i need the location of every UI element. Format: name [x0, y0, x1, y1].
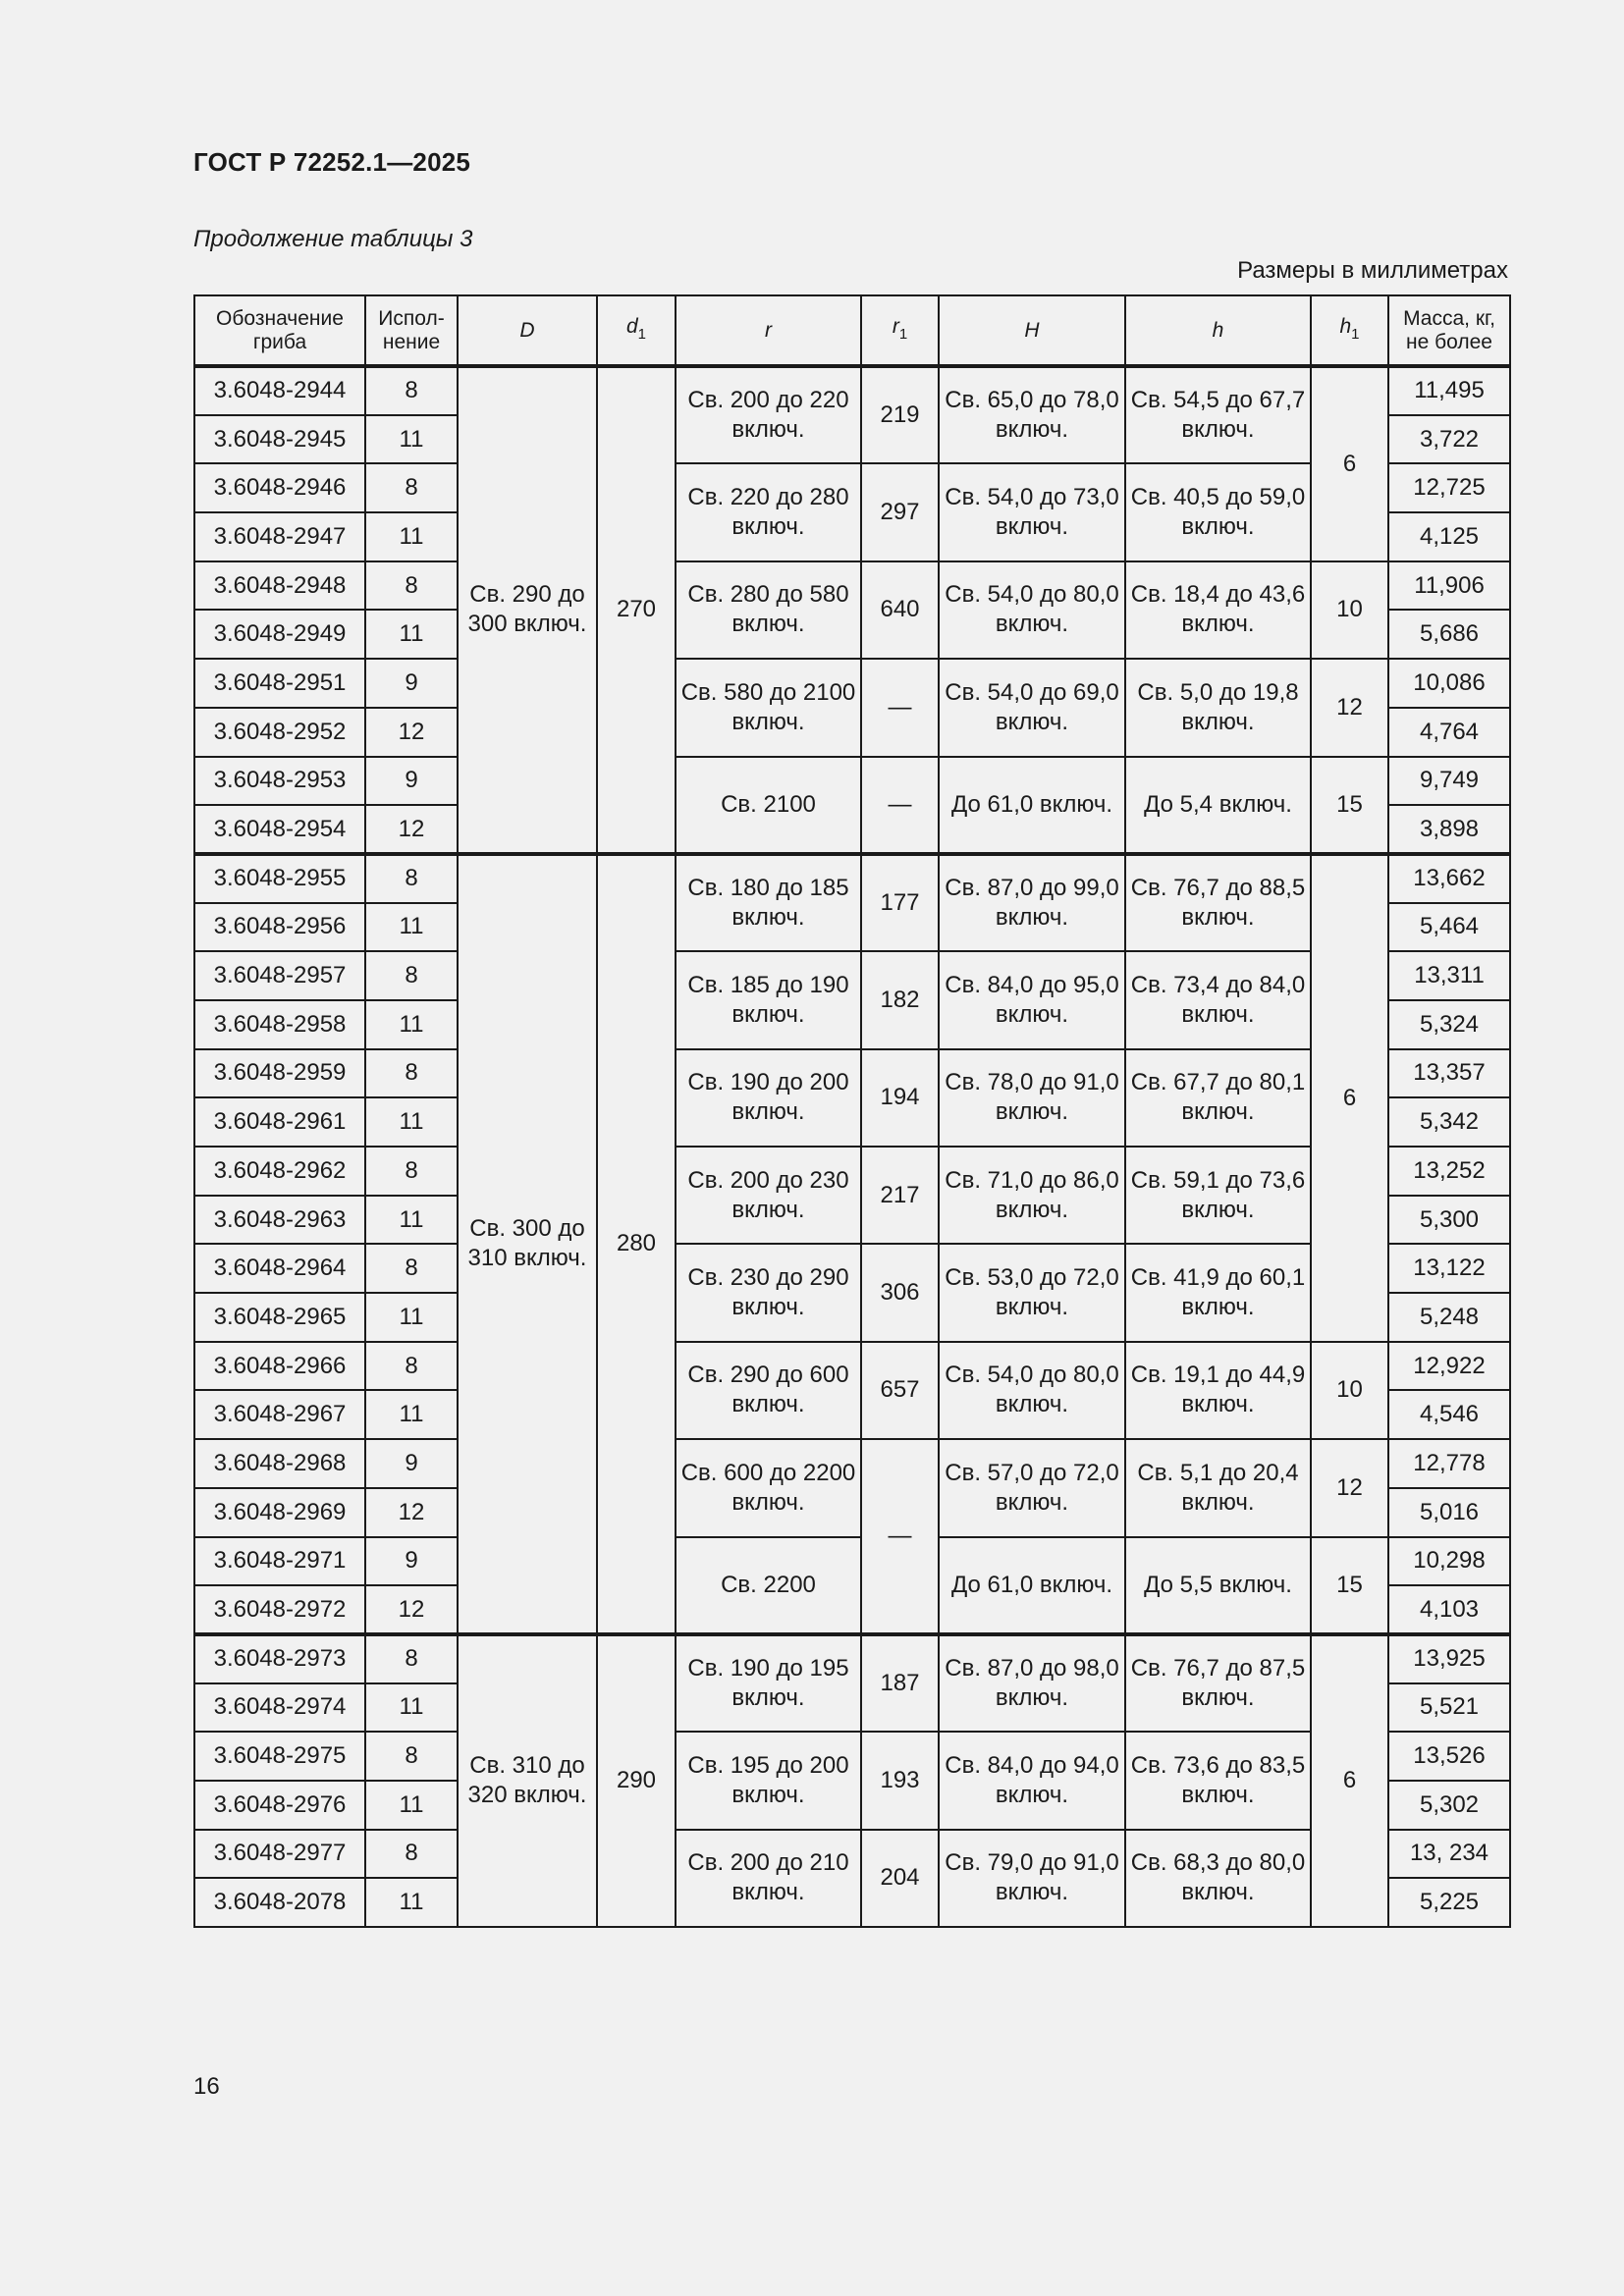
cell-H: Св. 54,0 до 80,0 включ.	[939, 561, 1125, 659]
cell-designation: 3.6048-2974	[194, 1683, 365, 1733]
cell-H: Св. 65,0 до 78,0 включ.	[939, 366, 1125, 463]
cell-version: 11	[365, 1683, 458, 1733]
cell-version: 9	[365, 757, 458, 806]
cell-r1: 193	[861, 1732, 939, 1829]
cell-mass: 5,225	[1388, 1878, 1510, 1927]
cell-version: 8	[365, 463, 458, 512]
table-row	[194, 366, 1510, 415]
cell-mass: 5,302	[1388, 1781, 1510, 1830]
cell-r1: 182	[861, 951, 939, 1048]
cell-designation: 3.6048-2958	[194, 1000, 365, 1049]
cell-version: 11	[365, 1000, 458, 1049]
cell-mass: 5,521	[1388, 1683, 1510, 1733]
cell-h: Св. 67,7 до 80,1 включ.	[1125, 1049, 1311, 1147]
cell-mass: 5,342	[1388, 1097, 1510, 1147]
cell-r1: 306	[861, 1244, 939, 1341]
cell-version: 11	[365, 415, 458, 464]
table-row	[194, 1634, 1510, 1683]
col-header-mass: Масса, кг, не более	[1388, 295, 1510, 366]
cell-mass: 10,298	[1388, 1537, 1510, 1586]
cell-designation: 3.6048-2951	[194, 659, 365, 708]
cell-version: 8	[365, 1830, 458, 1879]
cell-mass: 5,686	[1388, 610, 1510, 659]
cell-r1: 187	[861, 1634, 939, 1732]
cell-designation: 3.6048-2972	[194, 1585, 365, 1634]
cell-version: 8	[365, 1244, 458, 1293]
cell-h: Св. 19,1 до 44,9 включ.	[1125, 1342, 1311, 1439]
cell-h: Св. 73,6 до 83,5 включ.	[1125, 1732, 1311, 1829]
cell-H: Св. 57,0 до 72,0 включ.	[939, 1439, 1125, 1536]
cell-mass: 4,125	[1388, 512, 1510, 561]
cell-H: Св. 78,0 до 91,0 включ.	[939, 1049, 1125, 1147]
cell-r: Св. 220 до 280 включ.	[676, 463, 861, 561]
r1-subscript: 1	[898, 325, 908, 343]
cell-r: Св. 195 до 200 включ.	[676, 1732, 861, 1829]
cell-version: 8	[365, 561, 458, 611]
cell-mass: 3,898	[1388, 805, 1510, 854]
cell-version: 8	[365, 366, 458, 415]
cell-designation: 3.6048-2946	[194, 463, 365, 512]
cell-designation: 3.6048-2963	[194, 1196, 365, 1245]
cell-H: Св. 54,0 до 69,0 включ.	[939, 659, 1125, 756]
cell-mass: 5,016	[1388, 1488, 1510, 1537]
r1-letter: r	[892, 314, 899, 338]
cell-mass: 5,248	[1388, 1293, 1510, 1342]
cell-r1: 204	[861, 1830, 939, 1927]
cell-designation: 3.6048-2976	[194, 1781, 365, 1830]
cell-designation: 3.6048-2955	[194, 854, 365, 903]
cell-mass: 4,546	[1388, 1390, 1510, 1439]
cell-version: 9	[365, 1537, 458, 1586]
page-number: 16	[193, 2073, 220, 2100]
cell-h1: 15	[1311, 757, 1388, 854]
cell-h1: 15	[1311, 1537, 1388, 1634]
cell-r1: 194	[861, 1049, 939, 1147]
cell-H: Св. 54,0 до 80,0 включ.	[939, 1342, 1125, 1439]
h1-letter: h	[1339, 314, 1352, 338]
table-header-row	[194, 295, 1510, 366]
col-header-designation: Обозначение гриба	[194, 295, 365, 366]
cell-designation: 3.6048-2945	[194, 415, 365, 464]
cell-h1: 12	[1311, 659, 1388, 756]
cell-r1: 640	[861, 561, 939, 659]
cell-h: Св. 76,7 до 88,5 включ.	[1125, 854, 1311, 951]
cell-version: 8	[365, 951, 458, 1000]
cell-mass: 5,464	[1388, 903, 1510, 952]
cell-mass: 5,324	[1388, 1000, 1510, 1049]
cell-version: 8	[365, 854, 458, 903]
col-header-H: H	[939, 295, 1125, 366]
cell-designation: 3.6048-2956	[194, 903, 365, 952]
cell-designation: 3.6048-2971	[194, 1537, 365, 1586]
cell-version: 12	[365, 708, 458, 757]
cell-designation: 3.6048-2954	[194, 805, 365, 854]
table-caption: Продолжение таблицы 3	[193, 226, 473, 252]
cell-r1: 297	[861, 463, 939, 561]
cell-H: Св. 84,0 до 95,0 включ.	[939, 951, 1125, 1048]
col-header-d1	[597, 295, 676, 366]
cell-r: Св. 190 до 200 включ.	[676, 1049, 861, 1147]
table-row	[194, 561, 1510, 611]
cell-h: Св. 54,5 до 67,7 включ.	[1125, 366, 1311, 463]
cell-h: Св. 59,1 до 73,6 включ.	[1125, 1147, 1311, 1244]
cell-r1: —	[861, 659, 939, 756]
cell-designation: 3.6048-2947	[194, 512, 365, 561]
cell-H: Св. 53,0 до 72,0 включ.	[939, 1244, 1125, 1341]
table-row	[194, 854, 1510, 903]
col-header-r1	[861, 295, 939, 366]
cell-r1: 657	[861, 1342, 939, 1439]
table-row	[194, 659, 1510, 708]
cell-mass: 4,103	[1388, 1585, 1510, 1634]
cell-r1: —	[861, 1439, 939, 1634]
cell-h: Св. 76,7 до 87,5 включ.	[1125, 1634, 1311, 1732]
cell-r1: 177	[861, 854, 939, 951]
cell-d1: 290	[597, 1634, 676, 1927]
cell-h: До 5,5 включ.	[1125, 1537, 1311, 1634]
cell-h1: 10	[1311, 1342, 1388, 1439]
cell-r: Св. 290 до 600 включ.	[676, 1342, 861, 1439]
cell-version: 11	[365, 1293, 458, 1342]
cell-version: 11	[365, 1097, 458, 1147]
cell-h: Св. 41,9 до 60,1 включ.	[1125, 1244, 1311, 1341]
col-header-D: D	[458, 295, 597, 366]
cell-mass: 9,749	[1388, 757, 1510, 806]
cell-h: До 5,4 включ.	[1125, 757, 1311, 854]
cell-version: 11	[365, 1781, 458, 1830]
cell-mass: 13,357	[1388, 1049, 1510, 1098]
cell-version: 11	[365, 1196, 458, 1245]
cell-version: 8	[365, 1049, 458, 1098]
cell-h: Св. 73,4 до 84,0 включ.	[1125, 951, 1311, 1048]
cell-r: Св. 185 до 190 включ.	[676, 951, 861, 1048]
col-header-r: r	[676, 295, 861, 366]
cell-h: Св. 18,4 до 43,6 включ.	[1125, 561, 1311, 659]
cell-version: 12	[365, 805, 458, 854]
cell-h1: 6	[1311, 1634, 1388, 1927]
cell-mass: 13, 234	[1388, 1830, 1510, 1879]
cell-version: 11	[365, 903, 458, 952]
cell-designation: 3.6048-2078	[194, 1878, 365, 1927]
cell-H: Св. 71,0 до 86,0 включ.	[939, 1147, 1125, 1244]
cell-mass: 12,778	[1388, 1439, 1510, 1488]
cell-designation: 3.6048-2975	[194, 1732, 365, 1781]
col-header-h: h	[1125, 295, 1311, 366]
cell-H: Св. 79,0 до 91,0 включ.	[939, 1830, 1125, 1927]
cell-designation: 3.6048-2977	[194, 1830, 365, 1879]
table-body	[194, 366, 1510, 1927]
cell-designation: 3.6048-2962	[194, 1147, 365, 1196]
cell-designation: 3.6048-2965	[194, 1293, 365, 1342]
cell-h1: 12	[1311, 1439, 1388, 1536]
cell-version: 8	[365, 1732, 458, 1781]
cell-H: Св. 84,0 до 94,0 включ.	[939, 1732, 1125, 1829]
cell-H: Св. 87,0 до 99,0 включ.	[939, 854, 1125, 951]
cell-version: 12	[365, 1585, 458, 1634]
cell-H: Св. 54,0 до 73,0 включ.	[939, 463, 1125, 561]
cell-h1: 6	[1311, 366, 1388, 561]
cell-h: Св. 5,0 до 19,8 включ.	[1125, 659, 1311, 756]
cell-designation: 3.6048-2949	[194, 610, 365, 659]
cell-version: 8	[365, 1342, 458, 1391]
cell-designation: 3.6048-2952	[194, 708, 365, 757]
document-header: ГОСТ Р 72252.1—2025	[193, 147, 471, 177]
col-header-h1	[1311, 295, 1388, 366]
h1-subscript: 1	[1351, 325, 1360, 343]
cell-mass: 13,122	[1388, 1244, 1510, 1293]
cell-version: 11	[365, 512, 458, 561]
cell-version: 8	[365, 1147, 458, 1196]
cell-r1: —	[861, 757, 939, 854]
cell-designation: 3.6048-2953	[194, 757, 365, 806]
cell-mass: 12,725	[1388, 463, 1510, 512]
cell-h: Св. 40,5 до 59,0 включ.	[1125, 463, 1311, 561]
table-row	[194, 1439, 1510, 1488]
cell-d1: 270	[597, 366, 676, 854]
cell-r1: 217	[861, 1147, 939, 1244]
cell-mass: 3,722	[1388, 415, 1510, 464]
cell-designation: 3.6048-2959	[194, 1049, 365, 1098]
cell-designation: 3.6048-2944	[194, 366, 365, 415]
cell-version: 11	[365, 1878, 458, 1927]
cell-version: 11	[365, 1390, 458, 1439]
cell-designation: 3.6048-2966	[194, 1342, 365, 1391]
cell-version: 8	[365, 1634, 458, 1683]
cell-D: Св. 300 до 310 включ.	[458, 854, 597, 1634]
cell-r1: 219	[861, 366, 939, 463]
cell-mass: 13,662	[1388, 854, 1510, 903]
dimensions-table	[193, 294, 1511, 1928]
cell-version: 11	[365, 610, 458, 659]
cell-r: Св. 2200	[676, 1537, 861, 1634]
cell-designation: 3.6048-2967	[194, 1390, 365, 1439]
d1-letter: d	[625, 314, 638, 338]
cell-designation: 3.6048-2964	[194, 1244, 365, 1293]
cell-mass: 11,906	[1388, 561, 1510, 611]
cell-d1: 280	[597, 854, 676, 1634]
cell-designation: 3.6048-2969	[194, 1488, 365, 1537]
cell-designation: 3.6048-2973	[194, 1634, 365, 1683]
cell-mass: 4,764	[1388, 708, 1510, 757]
cell-D: Св. 290 до 300 включ.	[458, 366, 597, 854]
cell-designation: 3.6048-2957	[194, 951, 365, 1000]
d1-subscript: 1	[637, 325, 647, 343]
cell-r: Св. 200 до 210 включ.	[676, 1830, 861, 1927]
cell-h1: 6	[1311, 854, 1388, 1342]
cell-r: Св. 230 до 290 включ.	[676, 1244, 861, 1341]
cell-mass: 10,086	[1388, 659, 1510, 708]
cell-r: Св. 200 до 220 включ.	[676, 366, 861, 463]
cell-mass: 11,495	[1388, 366, 1510, 415]
cell-version: 9	[365, 659, 458, 708]
cell-version: 9	[365, 1439, 458, 1488]
col-header-version: Испол- нение	[365, 295, 458, 366]
cell-designation: 3.6048-2948	[194, 561, 365, 611]
cell-mass: 13,311	[1388, 951, 1510, 1000]
cell-mass: 13,526	[1388, 1732, 1510, 1781]
cell-mass: 12,922	[1388, 1342, 1510, 1391]
cell-r: Св. 280 до 580 включ.	[676, 561, 861, 659]
cell-designation: 3.6048-2961	[194, 1097, 365, 1147]
cell-designation: 3.6048-2968	[194, 1439, 365, 1488]
cell-H: До 61,0 включ.	[939, 1537, 1125, 1634]
table-row	[194, 1537, 1510, 1586]
cell-r: Св. 180 до 185 включ.	[676, 854, 861, 951]
cell-r: Св. 200 до 230 включ.	[676, 1147, 861, 1244]
cell-D: Св. 310 до 320 включ.	[458, 1634, 597, 1927]
cell-r: Св. 2100	[676, 757, 861, 854]
cell-version: 12	[365, 1488, 458, 1537]
cell-mass: 5,300	[1388, 1196, 1510, 1245]
cell-mass: 13,925	[1388, 1634, 1510, 1683]
cell-r: Св. 190 до 195 включ.	[676, 1634, 861, 1732]
cell-r: Св. 580 до 2100 включ.	[676, 659, 861, 756]
cell-mass: 13,252	[1388, 1147, 1510, 1196]
cell-h1: 10	[1311, 561, 1388, 659]
table-row	[194, 1342, 1510, 1391]
cell-r: Св. 600 до 2200 включ.	[676, 1439, 861, 1536]
table-row	[194, 757, 1510, 806]
cell-h: Св. 68,3 до 80,0 включ.	[1125, 1830, 1311, 1927]
cell-H: Св. 87,0 до 98,0 включ.	[939, 1634, 1125, 1732]
cell-h: Св. 5,1 до 20,4 включ.	[1125, 1439, 1311, 1536]
units-note: Размеры в миллиметрах	[1237, 257, 1508, 284]
cell-H: До 61,0 включ.	[939, 757, 1125, 854]
